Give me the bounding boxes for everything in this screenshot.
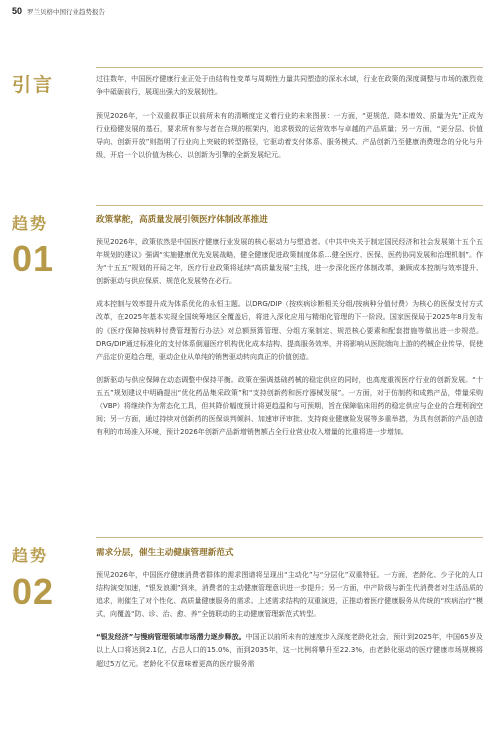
page-header <box>12 6 105 16</box>
trend1-paragraph: 成本控制与效率提升成为体系优化的永恒主题。以DRG/DIP（按疾病诊断相关分组/按病种分值付费）为核心的医保支付方式改革，在2025年基本实现全国统筹地区全覆盖后，将进入深化应用与精细化管理的下一阶段。国家医保局于2025年8月发布的《医疗保障按病种付费管理暂行办法》对总额预算管理、分组方案制定、规范核心要素和配套措施等做出进一步规范。DRG/DIP通过标准化的支付体系倒逼医疗机构优化成本结构、提高服务效率，并将影响从医院端向上游的药械企业传导，促使产品定价更趋合理，驱动企业从单纯的销售驱动转向真正的价值创造。 <box>96 300 483 361</box>
trend2-section <box>96 548 483 671</box>
trend1-heading: 政策掌舵，高质量发展引领医疗体制改革推进 <box>96 215 268 225</box>
trend1-label: 趋势 <box>12 214 49 233</box>
trend1-paragraph: 预见2026年，政策依然是中国医疗健康行业发展的核心驱动力与塑造者。《中共中央关于制定国民经济和社会发展第十五个五年规划的建议》强调“实施健康优先发展战略，健全健康促进政策制度体系…健全医疗、医保、医药协同发展和治理机制”。作为“十五五”规划的开局之年，医疗行业政策将延续“高质量发展”主线，进一步深化医疗体制改革，兼顾成本控制与效率提升、创新驱动与供应保质、规范化发展势在必行。 <box>96 238 483 286</box>
section-divider <box>96 537 483 538</box>
intro-paragraph: 过往数年，中国医疗健康行业正处于由结构性变革与周期性力量共同塑造的深水水域，行业在政策的深度调整与市场的激烈竞争中砥砺前行，展现出强大的发展韧性。 <box>96 75 483 97</box>
trend1-section <box>96 215 483 439</box>
trend2-lead-bold: “银发经济”与慢病管理领域市场潜力逐步释放。 <box>96 633 246 642</box>
trend1-paragraph: 创新驱动与供应保障在动态调整中保持平衡。政策在强调基础药械的稳定供应的同时，也高度重视医疗行业的创新发展。“十五五”规划建议中明确提出“优化药品集采政策”和“支持创新药和医疗器械发展”。一方面，对于仿制药和成熟产品，带量采购（VBP）将继续作为常态化工具，但其降价幅度预计将更趋温和与可预期，旨在保障临床用药的稳定供应与企业的合理利润空间；另一方面，通过持续对创新药的医保谈判倾斜、加速审评审批、支持商业健康险发展等多重举措，为具有创新的产品创造有利的市场准入环境，预计2026年创新产品新增销售额占全行业营业收入增量的比重将进一步增加。 <box>96 375 483 437</box>
trend2-heading: 需求分层，催生主动健康管理新范式 <box>96 548 234 558</box>
trend1-number: 01 <box>12 238 55 279</box>
intro-label: 引言 <box>12 74 55 96</box>
trend2-paragraph: 预见2026年，中国医疗健康消费者群体的需求图谱将呈现出“主动化”与“分层化”双重特征。一方面，老龄化、少子化的人口结构演变加速，“银发浪潮”到来，消费者的主动健康管理意识进一步提升；另一方面，中产阶级与新生代消费者对生活品质的追求，则催生了对个性化、高质量健康服务的需求。上述需求结构的双重演进，正推动着医疗健康服务从传统的“疾病治疗”模式，向覆盖“防、诊、治、愈、养”全链联动的主动健康管理新范式转型。 <box>96 571 483 619</box>
trend2-lead-rest: 中国正以前所未有的速度步入深度老龄化社会，预计到2025年，中国65岁及以上人口将达到2.1亿，占总人口的15.0%，而到2035年，这一比例将攀升至22.3%，由老龄化驱动的医疗健康市场规模将超过5万亿元。老龄化不仅意味着更高的医疗服务需 <box>96 633 483 668</box>
intro-section <box>96 73 483 163</box>
section-divider <box>96 205 483 206</box>
section-divider <box>96 67 483 68</box>
trend2-label: 趋势 <box>12 546 49 565</box>
publication-title: 罗兰贝格中国行业趋势报告 <box>27 8 106 16</box>
trend2-paragraph <box>96 631 483 670</box>
intro-paragraph: 预见2026年，一个双重叙事正以前所未有的清晰度定义着行业的未来图景：一方面，“更规范、降本增效、质量为先”正成为行业稳健发展的基石，要求所有参与者在合规的框架内，追求极致的运营效率与卓越的产品质量；另一方面，“更分层、价值导向、创新开放”则指明了行业向上突破的转型路径，它驱动着支付体系、服务模式、产品创新乃至健康消费理念的分化与升级，开启一个以价值为核心、以创新为引擎的全新发展纪元。 <box>96 112 483 160</box>
page-number: 50 <box>12 6 23 16</box>
trend2-number: 02 <box>12 571 55 612</box>
